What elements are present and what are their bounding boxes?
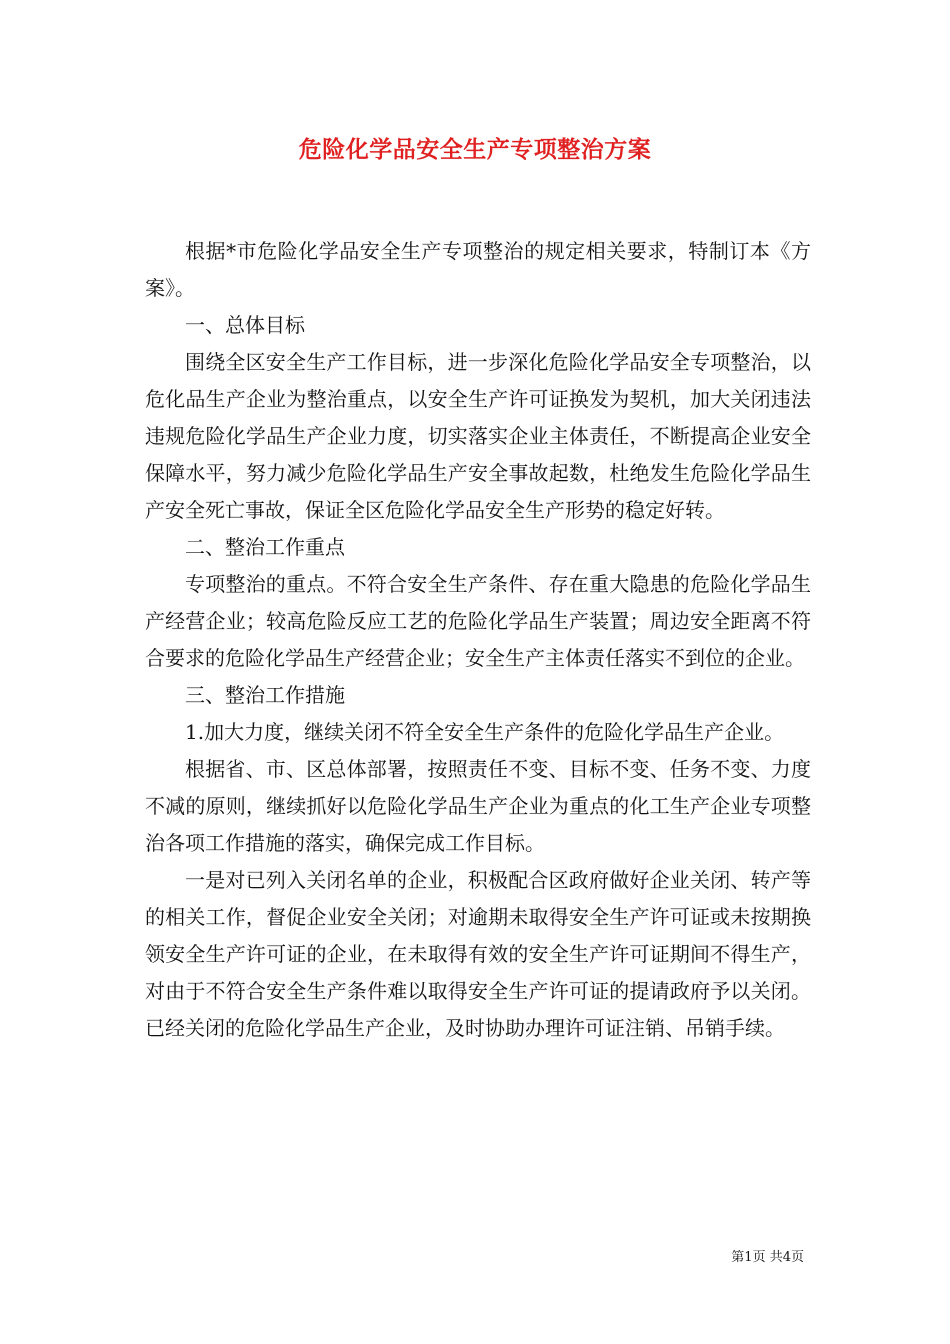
total-page-count: 4 [782,1250,791,1265]
section-heading-overall-goal: 一、总体目标 [185,313,305,337]
paragraph-measure-1-detail: 根据省、市、区总体部署，按照责任不变、目标不变、任务不变、力度不减的原则，继续抓好以危险化学品生产企业为重点的化工生产企业专项整治各项工作措施的落实，确保完成工作目标。 [145,757,811,855]
paragraph-overall-goal: 围绕全区安全生产工作目标，进一步深化危险化学品安全专项整治，以危化品生产企业为整治重点，以安全生产许可证换发为契机，加大关闭违法违规危险化学品生产企业力度，切实落实企业主体责任，不断提高企业安全保障水平，努力减少危险化学品生产安全事故起数，杜绝发生危险化学品生产安全死亡事故，保证全区危险化学品安全生产形势的稳定好转。 [145,350,811,522]
section-heading-measures: 三、整治工作措施 [185,683,345,707]
page-footer-suffix: 页 [790,1250,804,1265]
document-body [145,233,811,1047]
paragraph-intro: 根据*市危险化学品安全生产专项整治的规定相关要求，特制订本《方案》。 [145,239,811,300]
paragraph-key-points: 专项整治的重点。不符合安全生产条件、存在重大隐患的危险化学品生产经营企业；较高危险反应工艺的危险化学品生产装置；周边安全距离不符合要求的危险化学品生产经营企业；安全生产主体责任落实不到位的企业。 [145,572,811,670]
section-heading-key-points: 二、整治工作重点 [185,535,345,559]
paragraph-measure-1-item-one: 一是对已列入关闭名单的企业，积极配合区政府做好企业关闭、转产等的相关工作，督促企业安全关闭；对逾期未取得安全生产许可证或未按期换领安全生产许可证的企业，在未取得有效的安全生产许可证期间不得生产，对由于不符合安全生产条件难以取得安全生产许可证的提请政府予以关闭。已经关闭的危险化学品生产企业，及时协助办理许可证注销、吊销手续。 [145,868,811,1040]
page-footer-prefix: 第 [731,1250,745,1265]
page-number-footer [731,1249,804,1267]
page-footer-middle: 页 共 [752,1250,783,1265]
page-title: 危险化学品安全生产专项整治方案 [298,136,652,163]
current-page-number: 1 [744,1250,753,1265]
paragraph-measure-1-title: 1.加大力度，继续关闭不符全安全生产条件的危险化学品生产企业。 [185,720,785,744]
